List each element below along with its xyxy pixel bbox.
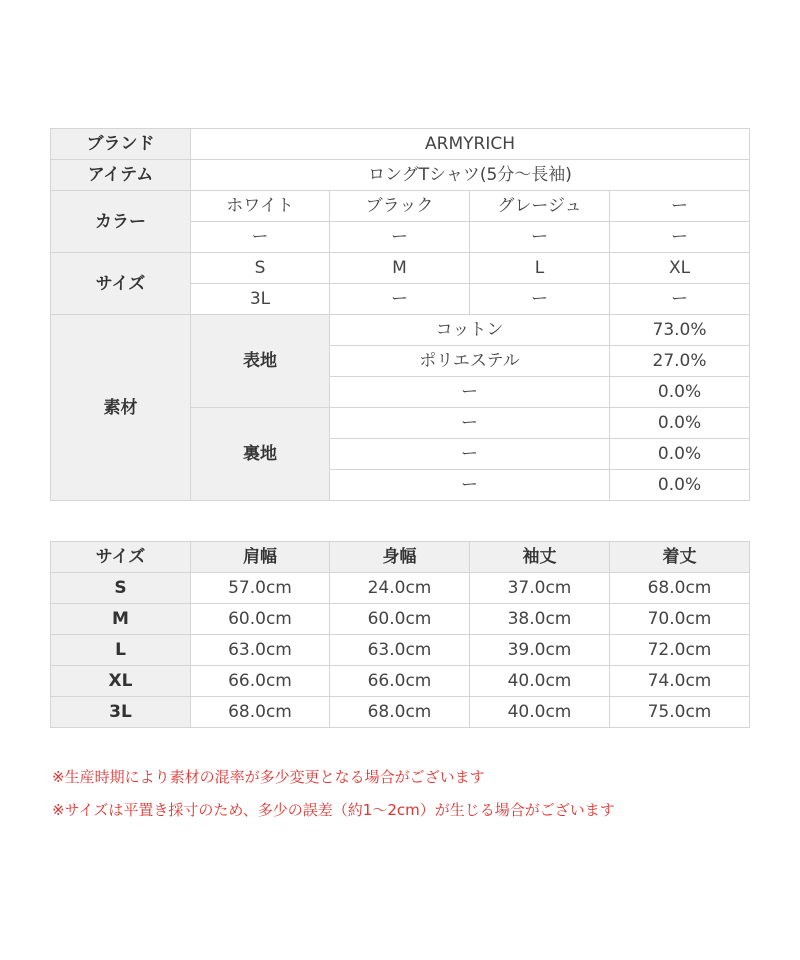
size-cell: L: [470, 253, 610, 284]
size-chart-value: 24.0cm: [330, 573, 470, 604]
size-chart-size: M: [51, 604, 191, 635]
size-chart-size: 3L: [51, 697, 191, 728]
color-cell: ブラック: [330, 191, 470, 222]
color-cell: ー: [330, 222, 470, 253]
item-value: ロングTシャツ(5分〜長袖): [191, 160, 750, 191]
material-percent: 0.0%: [610, 377, 750, 408]
size-chart-value: 70.0cm: [610, 604, 750, 635]
size-chart-size: XL: [51, 666, 191, 697]
size-chart-table: [50, 541, 750, 728]
color-cell: ー: [610, 222, 750, 253]
product-spec-table: [50, 128, 750, 501]
size-cell: XL: [610, 253, 750, 284]
size-chart-value: 38.0cm: [470, 604, 610, 635]
size-cell: ー: [470, 284, 610, 315]
size-chart-value: 63.0cm: [191, 635, 330, 666]
brand-label: ブランド: [51, 129, 191, 160]
size-chart-header-cell: 着丈: [610, 542, 750, 573]
size-chart-row: [51, 635, 750, 666]
size-chart-value: 68.0cm: [330, 697, 470, 728]
size-chart-header-cell: 肩幅: [191, 542, 330, 573]
size-chart-value: 68.0cm: [610, 573, 750, 604]
size-chart-value: 37.0cm: [470, 573, 610, 604]
material-name: コットン: [330, 315, 610, 346]
color-cell: ホワイト: [191, 191, 330, 222]
color-label: カラー: [51, 191, 191, 253]
material-percent: 0.0%: [610, 408, 750, 439]
color-cell: ー: [470, 222, 610, 253]
item-row: [51, 160, 750, 191]
size-chart-size: L: [51, 635, 191, 666]
size-chart-value: 74.0cm: [610, 666, 750, 697]
item-label: アイテム: [51, 160, 191, 191]
size-chart-value: 63.0cm: [330, 635, 470, 666]
size-cell: 3L: [191, 284, 330, 315]
size-chart-value: 68.0cm: [191, 697, 330, 728]
notes: [52, 767, 772, 833]
color-row-1: [51, 191, 750, 222]
material-name: ポリエステル: [330, 346, 610, 377]
material-percent: 0.0%: [610, 470, 750, 501]
material-label: 素材: [51, 315, 191, 501]
brand-value: ARMYRICH: [191, 129, 750, 160]
note-blend-ratio: ※生産時期により素材の混率が多少変更となる場合がございます: [52, 768, 485, 786]
lining-fabric-label: 裏地: [191, 408, 330, 501]
size-chart-value: 60.0cm: [330, 604, 470, 635]
material-name: ー: [330, 439, 610, 470]
size-chart-size: S: [51, 573, 191, 604]
size-chart-row: [51, 666, 750, 697]
size-chart-value: 40.0cm: [470, 697, 610, 728]
outer-fabric-label: 表地: [191, 315, 330, 408]
size-chart-header-cell: 身幅: [330, 542, 470, 573]
size-label: サイズ: [51, 253, 191, 315]
size-chart-value: 39.0cm: [470, 635, 610, 666]
brand-row: [51, 129, 750, 160]
size-chart-row: [51, 604, 750, 635]
size-chart-header: [51, 542, 750, 573]
size-cell: ー: [610, 284, 750, 315]
color-cell: ー: [191, 222, 330, 253]
size-chart-row: [51, 697, 750, 728]
material-percent: 0.0%: [610, 439, 750, 470]
color-cell: グレージュ: [470, 191, 610, 222]
material-name: ー: [330, 408, 610, 439]
size-cell: ー: [330, 284, 470, 315]
size-chart-value: 66.0cm: [191, 666, 330, 697]
material-name: ー: [330, 377, 610, 408]
size-chart-row: [51, 573, 750, 604]
size-chart-value: 57.0cm: [191, 573, 330, 604]
material-percent: 27.0%: [610, 346, 750, 377]
color-cell: ー: [610, 191, 750, 222]
size-chart-header-cell: 袖丈: [470, 542, 610, 573]
size-cell: M: [330, 253, 470, 284]
size-chart-value: 72.0cm: [610, 635, 750, 666]
size-row-1: [51, 253, 750, 284]
note-measurement: ※サイズは平置き採寸のため、多少の誤差（約1〜2cm）が生じる場合がございます: [52, 801, 615, 819]
size-cell: S: [191, 253, 330, 284]
size-chart-header-cell: サイズ: [51, 542, 191, 573]
material-percent: 73.0%: [610, 315, 750, 346]
size-chart-value: 40.0cm: [470, 666, 610, 697]
size-chart-value: 66.0cm: [330, 666, 470, 697]
size-chart-value: 75.0cm: [610, 697, 750, 728]
material-name: ー: [330, 470, 610, 501]
size-chart-value: 60.0cm: [191, 604, 330, 635]
material-row: [51, 315, 750, 346]
